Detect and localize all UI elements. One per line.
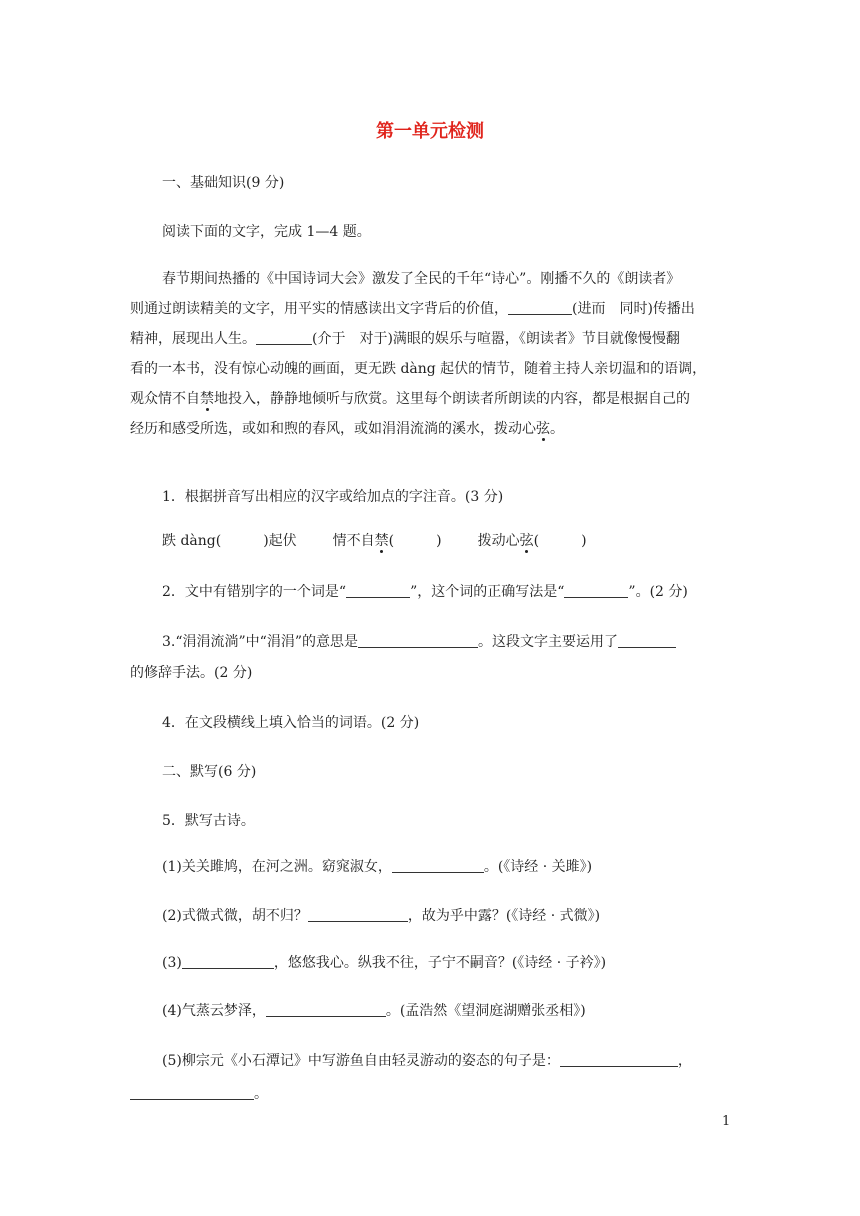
question-2	[162, 582, 688, 602]
question-3	[162, 632, 676, 652]
dotted-character: 弦	[519, 533, 534, 549]
answer-blank[interactable]	[266, 1002, 386, 1017]
poem-text: (5)柳宗元《小石潭记》中写游鱼自由轻灵游动的姿态的句子是：	[162, 1053, 560, 1069]
passage-line: 。	[550, 421, 564, 437]
answer-blank[interactable]	[618, 633, 676, 648]
answer-blank[interactable]	[392, 858, 484, 873]
poem-item	[162, 1001, 586, 1021]
poem-text: (3)	[162, 955, 182, 971]
poem-text: (1)关关雎鸠，在河之洲。窈窕淑女，	[162, 859, 392, 875]
page-number: 1	[722, 1114, 731, 1129]
question-2-text: ”。(2 分)	[628, 584, 688, 600]
poem-item	[162, 906, 600, 926]
answer-blank[interactable]	[508, 300, 572, 315]
question-3-text: 3.“涓涓流淌”中“涓涓”的意思是	[162, 634, 358, 650]
reading-passage	[130, 264, 730, 444]
question-2-text: 2．文中有错别字的一个词是“	[162, 584, 347, 600]
answer-blank[interactable]	[358, 633, 478, 648]
passage-line: 则通过朗读精美的文字，用平实的情感读出文字背后的价值，	[130, 301, 508, 317]
question-1-item: 情不自	[332, 533, 375, 549]
poem-text: 。(孟浩然《望洞庭湖赠张丞相》)	[385, 1003, 586, 1019]
question-2-text: ”，这个词的正确写法是“	[410, 584, 565, 600]
passage-line: 看的一本书，没有惊心动魄的画面，更无跌 dàng 起伏的情节，随着主持人亲切温和的语调，	[130, 361, 707, 377]
question-3-continued: 的修辞手法。(2 分)	[130, 665, 253, 681]
passage-line: 经历和感受所选，或如和煦的春风，或如涓涓流淌的溪水，拨动心	[130, 421, 536, 437]
poem-text: ，故为乎中露？(《诗经 · 式微》)	[407, 908, 601, 924]
answer-blank[interactable]	[560, 1052, 678, 1067]
poem-text: ，	[677, 1053, 692, 1069]
passage-line: (介于 对于)满眼的娱乐与喧嚣，《朗读者》节目就像慢慢翻	[312, 331, 680, 347]
poem-text: 。	[254, 1086, 268, 1102]
passage-line: (进而 同时)传播出	[572, 301, 695, 317]
answer-blank[interactable]	[130, 1085, 254, 1100]
passage-line: 精神，展现出人生。	[130, 331, 256, 347]
poem-item	[162, 857, 592, 877]
poem-item	[162, 953, 606, 973]
question-1-stem: 1．根据拼音写出相应的汉字或给加点的字注音。(3 分)	[162, 489, 504, 505]
question-1-item: ( )	[388, 533, 442, 549]
question-1-answers	[162, 531, 587, 551]
passage-line: 观众情不自	[130, 391, 200, 407]
section2-heading: 二、默写(6 分)	[162, 764, 257, 780]
question-3-text: 。这段文字主要运用了	[478, 634, 618, 650]
answer-blank[interactable]	[182, 954, 274, 969]
answer-blank[interactable]	[346, 583, 410, 598]
poem-text: ，悠悠我心。纵我不往，子宁不嗣音？(《诗经 · 子衿》)	[273, 955, 607, 971]
question-1-item: 拨动心	[477, 533, 520, 549]
question-1-item: ( )	[533, 533, 587, 549]
answer-blank[interactable]	[256, 330, 312, 345]
dotted-character: 弦	[536, 421, 550, 437]
answer-blank[interactable]	[564, 583, 628, 598]
dotted-character: 禁	[200, 391, 214, 407]
section1-heading: 一、基础知识(9 分)	[162, 175, 285, 191]
poem-text: (2)式微式微，胡不归？	[162, 908, 308, 924]
dotted-character: 禁	[374, 533, 389, 549]
poem-item	[162, 1051, 692, 1071]
question-4: 4．在文段横线上填入恰当的词语。(2 分)	[162, 715, 420, 731]
poem-text: 。(《诗经 · 关雎》)	[483, 859, 593, 875]
answer-blank[interactable]	[308, 907, 408, 922]
question-1-item: 跌 dàng( )起伏	[162, 533, 297, 549]
poem-text: (4)气蒸云梦泽，	[162, 1003, 266, 1019]
reading-instruction: 阅读下面的文字，完成 1—4 题。	[162, 224, 371, 240]
passage-line: 地投入，静静地倾听与欣赏。这里每个朗读者所朗读的内容，都是根据自己的	[214, 391, 690, 407]
passage-line: 春节期间热播的《中国诗词大会》激发了全民的千年“诗心”。刚播不久的《朗读者》	[162, 271, 681, 287]
question-5: 5．默写古诗。	[162, 813, 255, 829]
page-title: 第一单元检测	[376, 121, 484, 142]
poem-item-continued	[130, 1084, 268, 1104]
